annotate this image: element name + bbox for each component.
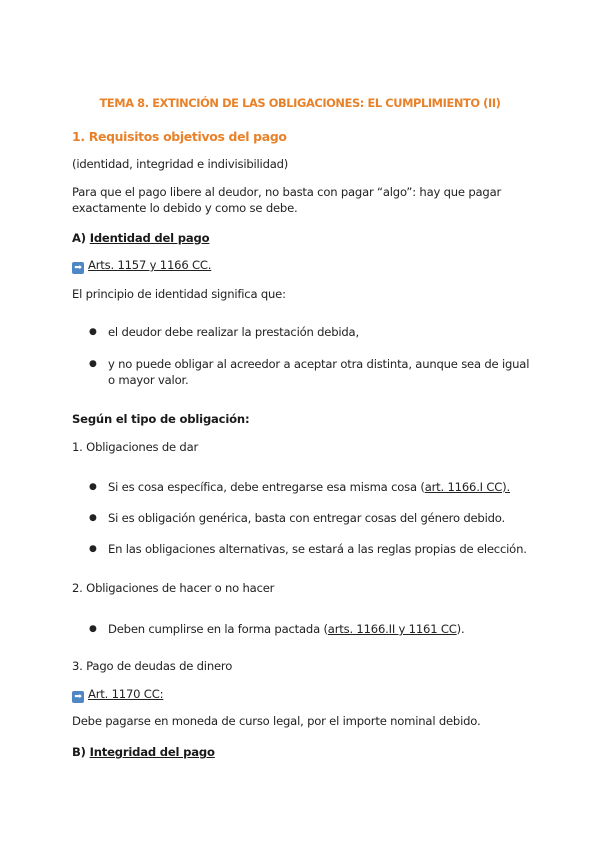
part-a-prefix: A) [72,231,90,245]
document-title: TEMA 8. EXTINCIÓN DE LAS OBLIGACIONES: EL CUMPLIMIENTO (II) [99,96,501,110]
part-b-heading [72,745,215,759]
part-b-prefix: B) [72,745,90,759]
dinero-text: Debe pagarse en moneda de curso legal, por el importe nominal debido. [72,714,481,728]
part-a-reference [72,258,211,274]
arrow-right-icon: ➡ [72,262,84,274]
ref-link-arts-1157-1166[interactable]: Arts. 1157 y 1166 CC. [88,258,212,272]
bullet-icon: ● [89,327,97,337]
list-item [108,479,510,495]
ref-link-art-1170[interactable]: Art. 1170 CC: [88,687,164,701]
part-a-heading [72,231,209,245]
list-item-continuation: o mayor valor. [108,373,189,387]
list-item [108,621,464,637]
hacer-item-end: ). [456,622,465,636]
hacer-heading: 2. Obligaciones de hacer o no hacer [72,581,275,595]
list-item: el deudor debe realizar la prestación debida, [108,325,359,339]
section-heading-requisitos: 1. Requisitos objetivos del pago [72,129,287,144]
bullet-icon: ● [89,513,97,523]
arrow-right-icon: ➡ [72,691,84,703]
bullet-icon: ● [89,624,97,634]
dinero-heading: 3. Pago de deudas de dinero [72,659,233,673]
part-a-title: Identidad del pago [89,231,210,245]
bullet-icon: ● [89,482,97,492]
part-a-intro: El principio de identidad significa que: [72,287,286,301]
dar-item-text: Si es cosa específica, debe entregarse esa misma cosa ( [108,480,425,494]
bullet-icon: ● [89,359,97,369]
bullet-icon: ● [89,544,97,554]
list-item: Si es obligación genérica, basta con entregar cosas del género debido. [108,511,505,525]
tipo-heading: Según el tipo de obligación: [72,412,250,426]
dar-heading: 1. Obligaciones de dar [72,440,199,454]
ref-link-arts-1166-ii-1161[interactable]: arts. 1166.II y 1161 CC [327,622,457,636]
list-item: En las obligaciones alternativas, se estará a las reglas propias de elección. [108,542,527,556]
hacer-item-text: Deben cumplirse en la forma pactada ( [108,622,328,636]
part-b-title: Integridad del pago [89,745,215,759]
intro-line-2: exactamente lo debido y como se debe. [72,201,298,215]
intro-line-1: Para que el pago libere al deudor, no basta con pagar “algo”: hay que pagar [72,185,502,199]
dinero-reference [72,687,163,703]
list-item: y no puede obligar al acreedor a aceptar otra distinta, aunque sea de igual [108,357,530,371]
section-subtitle: (identidad, integridad e indivisibilidad) [72,157,289,171]
ref-link-art-1166-i[interactable]: art. 1166.I CC). [424,480,510,494]
